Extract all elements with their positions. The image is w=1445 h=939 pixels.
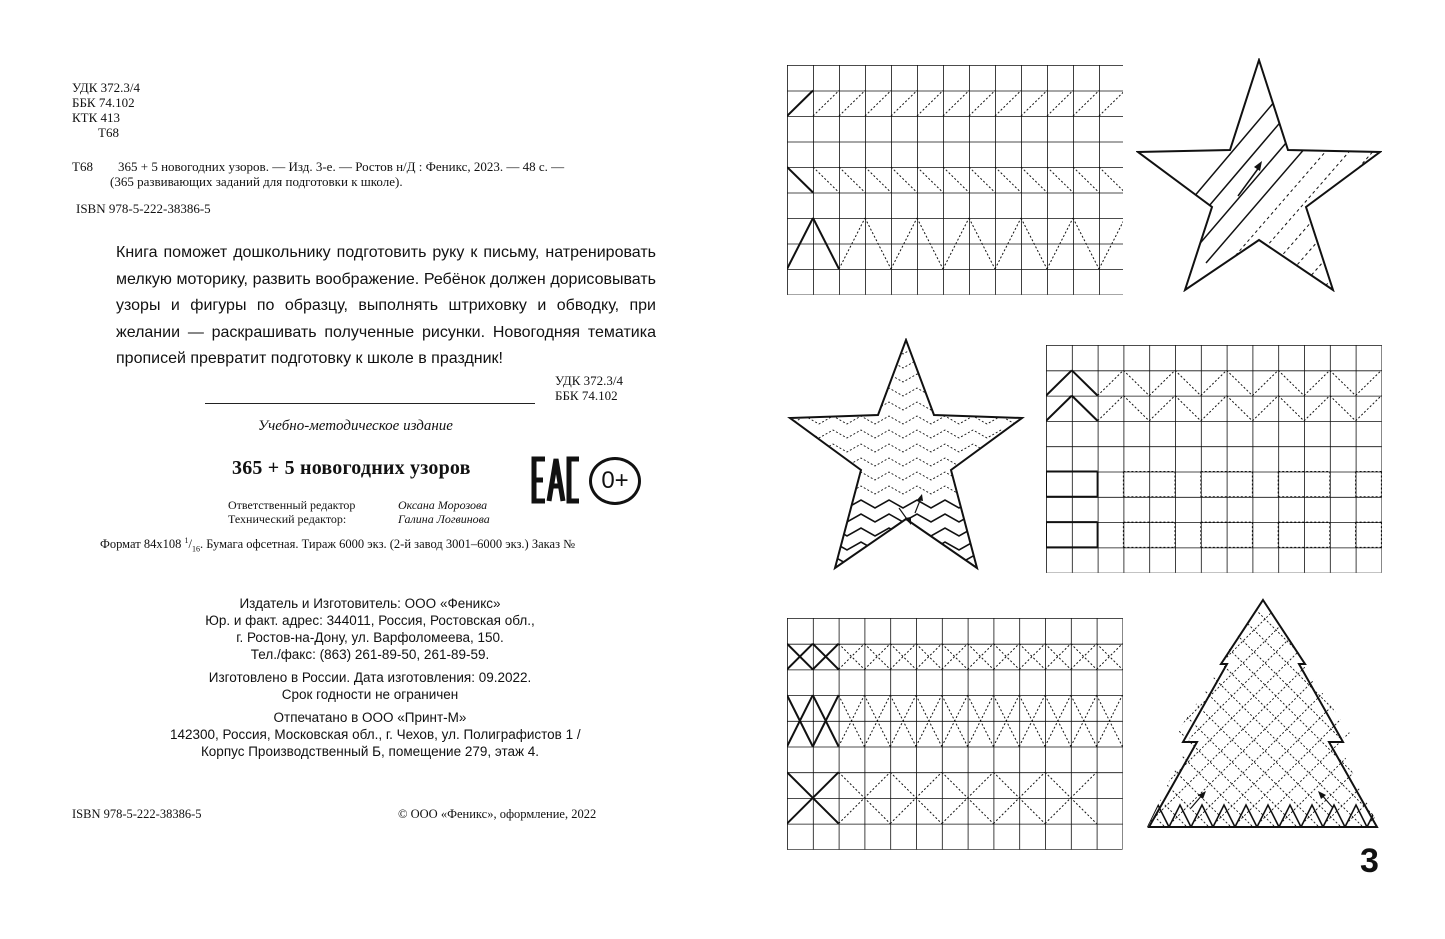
- bibliographic-record: [72, 159, 672, 189]
- tracing-grid-diagonals: [787, 65, 1123, 295]
- tech-editor-label: Технический редактор:: [228, 512, 347, 526]
- bbk-code-right: ББК 74.102: [555, 388, 618, 403]
- isbn-bottom: ISBN 978-5-222-38386-5: [72, 807, 202, 821]
- star-zigzag-figure: [787, 338, 1025, 572]
- age-rating-text: 0+: [601, 467, 629, 494]
- isbn-top: ISBN 978-5-222-38386-5: [76, 201, 211, 216]
- print-format: Формат 84х108 $^1/_{16}$. Бумага офсетная. Тираж 6000 экз. (2-й завод 3001–6000 экз.) Заказ №: [100, 536, 576, 554]
- christmas-tree-figure: [1143, 598, 1383, 830]
- author-mark: Т68: [98, 125, 119, 140]
- publisher-line-1: Издатель и Изготовитель: ООО «Феникс»: [239, 596, 501, 611]
- publisher-line-8: 142300, Россия, Московская обл., г. Чехов, ул. Полиграфистов 1 /: [170, 727, 581, 742]
- publisher-line-6: Срок годности не ограничен: [281, 687, 459, 702]
- tracing-grid-crosses: [787, 618, 1123, 850]
- arrow-icon: [1238, 161, 1262, 196]
- eac-mark-icon: [531, 456, 581, 509]
- publisher-line-9: Корпус Производственный Б, помещение 279, этаж 4.: [200, 744, 540, 759]
- format-prefix: Формат 84х108: [100, 537, 182, 552]
- format-suffix: . Бумага офсетная. Тираж 6000 экз. (2-й завод 3001–6000 экз.) Заказ №: [199, 537, 576, 552]
- bib-mark: Т68: [72, 159, 93, 174]
- catalog-codes: [72, 80, 140, 140]
- format-fraction-den: 16: [191, 544, 200, 554]
- publisher-info: [170, 595, 581, 760]
- ktk-code: КТК 413: [72, 110, 121, 125]
- publisher-line-5: Изготовлено в России. Дата изготовления: 09.2022.: [208, 670, 532, 685]
- tech-editor-name: Галина Логвинова: [398, 512, 490, 526]
- udk-code-right: УДК 372.3/4: [555, 373, 624, 388]
- page-number: 3: [1360, 842, 1379, 880]
- publisher-line-3: г. Ростов-на-Дону, ул. Варфоломеева, 150.: [236, 630, 504, 645]
- editor-name: Оксана Морозова: [398, 498, 488, 512]
- publisher-line-4: Тел./факс: (863) 261-89-50, 261-89-59.: [250, 647, 490, 662]
- edition-type: Учебно-методическое издание: [258, 418, 453, 434]
- tracing-grid-chevrons-boxes: [1046, 345, 1382, 573]
- publisher-line-7: Отпечатано в ООО «Принт-М»: [273, 710, 467, 725]
- abstract-text: Книга поможет дошкольнику подготовить руку к письму, натренировать мелкую моторику, развить воображение. Ребёнок должен дорисовывать узоры и фигуры по образцу, выполнять штриховку и обводку, при желании — раскрашивать полученные рисунки. Новогодняя тематика прописей превратит подготовку к школе в праздник!: [116, 244, 656, 367]
- staff-credits: [228, 498, 490, 526]
- bbk-code: ББК 74.102: [72, 95, 135, 110]
- editor-label: Ответственный редактор: [228, 498, 356, 512]
- publisher-line-2: Юр. и факт. адрес: 344011, Россия, Ростовская обл.,: [205, 613, 535, 628]
- udk-code: УДК 372.3/4: [72, 80, 141, 95]
- bib-line-1: 365 + 5 новогодних узоров. — Изд. 3-е. — Ростов н/Д : Феникс, 2023. — 48 с. —: [118, 159, 565, 174]
- format-fraction-num: 1: [184, 536, 189, 545]
- catalog-codes-right: [555, 373, 623, 403]
- bib-line-2: (365 развивающих заданий для подготовки к школе).: [110, 174, 403, 189]
- book-title: 365 + 5 новогодних узоров: [232, 457, 471, 479]
- star-hatching-figure: [1136, 58, 1382, 292]
- age-rating-badge: [589, 457, 641, 505]
- copyright: © ООО «Феникс», оформление, 2022: [398, 807, 597, 821]
- divider-line: [205, 403, 535, 404]
